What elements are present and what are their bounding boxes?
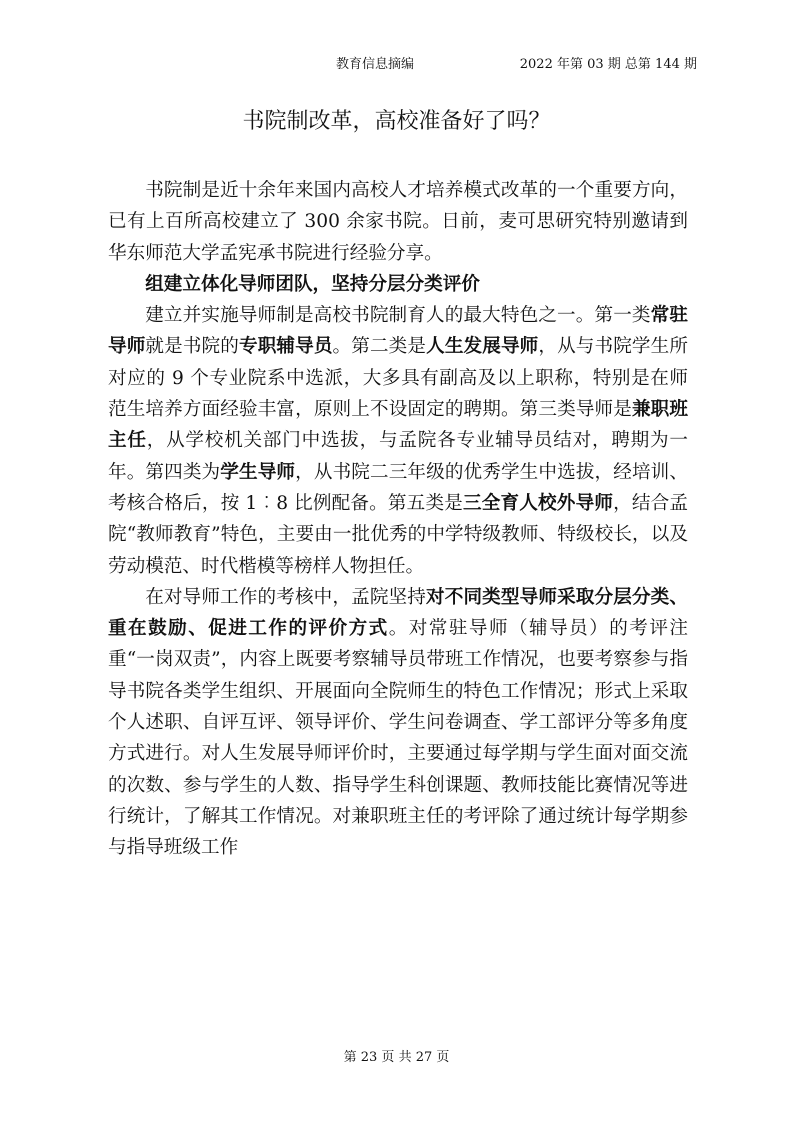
- article-body: [108, 175, 688, 864]
- bold-term: 对不同类型导师采取分层分类、重在鼓励、促进工作的评价方式: [108, 586, 688, 640]
- header-issue: 2022 年第 03 期 总第 144 期: [519, 57, 697, 72]
- text-run: 在对导师工作的考核中，孟院坚持: [145, 586, 427, 608]
- evaluation-paragraph: [108, 582, 688, 864]
- text-run: 就是书院的: [145, 336, 239, 358]
- header-publication: 教育信息摘编: [336, 57, 415, 72]
- mentor-types-paragraph: [108, 300, 688, 582]
- page-footer: 第 23 页 共 27 页: [343, 1050, 450, 1065]
- bold-term: 兼职班主任: [108, 399, 688, 452]
- article-title: 书院制改革，高校准备好了吗？: [242, 109, 551, 134]
- text-run: ，从书院二三年级的优秀学生中选拔，经培训、考核合格后，按 1︰8 比例配备。第五类是: [108, 461, 688, 514]
- text-run: ，结合孟院“教师教育”特色，主要由一批优秀的中学特级教师、特级校长，以及劳动模范、时代楷模等榜样人物担任。: [108, 492, 688, 577]
- bold-term: 三全育人校外导师: [462, 492, 614, 514]
- text-run: ，从与书院学生所对应的 9 个专业院系中选派，大多具有副高及以上职称，特别是在师范生培养方面经验丰富，原则上不设固定的聘期。第三类导师是: [108, 336, 688, 421]
- bold-term: 学生导师: [220, 461, 296, 483]
- bold-term: 人生发展导师: [426, 336, 539, 358]
- section-heading: 组建立体化导师团队，坚持分层分类评价: [145, 273, 480, 295]
- text-run: ，从学校机关部门中选拔，与孟院各专业辅导员结对，聘期为一年。第四类为: [108, 430, 688, 483]
- intro-paragraph: 书院制是近十余年来国内高校人才培养模式改革的一个重要方向，已有上百所高校建立了 300 余家书院。日前，麦可思研究特别邀请到华东师范大学孟宪承书院进行经验分享。: [108, 180, 688, 264]
- text-run: 。对常驻导师（辅导员）的考评注重“一岗双责”，内容上既要考察辅导员带班工作情况，也要考察参与指导书院各类学生组织、开展面向全院师生的特色工作情况；形式上采取个人述职、自评互评、领导评价、学生问卷调查、学工部评分等多角度方式进行。对人生发展导师评价时，主要通过每学期与学生面对面交流的次数、参与学生的人数、指导学生科创课题、教师技能比赛情况等进行统计，了解其工作情况。对兼职班主任的考评除了通过统计每学期参与指导班级工作: [108, 618, 688, 859]
- text-run: 建立并实施导师制是高校书院制育人的最大特色之一。第一类: [145, 305, 651, 327]
- bold-term: 常驻导师: [108, 305, 688, 358]
- text-run: 。第二类是: [332, 336, 427, 358]
- bold-term: 专职辅导员: [238, 336, 333, 358]
